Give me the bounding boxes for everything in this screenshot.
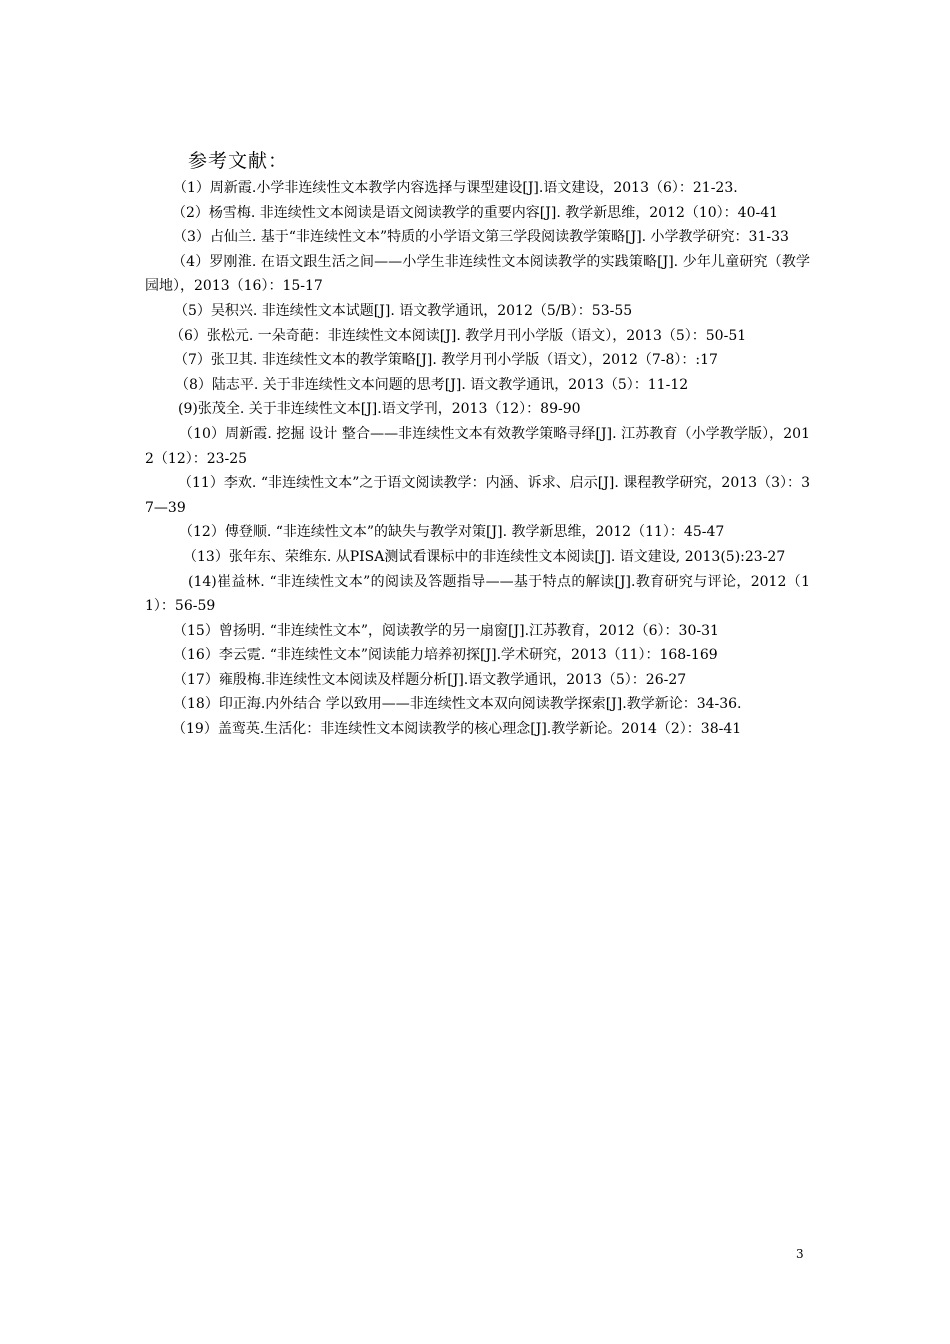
reference-item-12: （12）傅登顺. “非连续性文本”的缺失与教学对策[J]. 教学新思维，2012（11）：45-47 (179, 524, 725, 541)
reference-item-2: （2）杨雪梅. 非连续性文本阅读是语文阅读教学的重要内容[J]. 教学新思维，2012（10）：40-41 (172, 204, 779, 221)
reference-item-5: （5）吴积兴. 非连续性文本试题[J]. 语文教学通讯，2012（5/B）：53-55 (174, 302, 633, 319)
reference-item-11: （11）李欢. “非连续性文本”之于语文阅读教学：内涵、诉求、启示[J]. 课程教学研究，2013（3）：37—39 (145, 475, 810, 516)
reference-item-7: （7）张卫其. 非连续性文本的教学策略[J]. 教学月刊小学版（语文），2012（7-8）：:17 (174, 352, 718, 369)
reference-item-15: （15）曾扬明. “非连续性文本”，阅读教学的另一扇窗[J].江苏教育，2012（6）：30-31 (173, 622, 719, 639)
reference-item-16: （16）李云霓. “非连续性文本”阅读能力培养初探[J].学术研究，2013（11）：168-169 (173, 647, 718, 664)
reference-item-8: （8）陆志平. 关于非连续性文本问题的思考[J]. 语文教学通讯，2013（5）：11-12 (175, 376, 689, 393)
reference-item-14: (14)崔益林. “非连续性文本”的阅读及答题指导——基于特点的解读[J].教育研究与评论，2012（11）：56-59 (145, 573, 810, 615)
reference-item-9: (9)张茂全. 关于非连续性文本[J].语文学刊，2013（12）：89-90 (178, 401, 581, 418)
reference-item-13: （13）张年东、荣维东. 从PISA测试看课标中的非连续性文本阅读[J]. 语文建设, 2013(5):23-27 (183, 548, 786, 565)
page-number: 3 (796, 1247, 804, 1261)
reference-item-1: （1）周新霞.小学非连续性文本教学内容选择与课型建设[J].语文建设，2013（6）：21-23. (173, 180, 738, 196)
references-heading: 参考文献： (188, 150, 289, 172)
reference-item-18: （18）印正海.内外结合 学以致用——非连续性文本双向阅读教学探索[J].教学新论：34-36. (173, 696, 742, 713)
reference-item-6: （6）张松元. 一朵奇葩：非连续性文本阅读[J]. 教学月刊小学版（语文），2013（5）：50-51 (170, 327, 747, 344)
reference-item-3: （3）占仙兰. 基于“非连续性文本”特质的小学语文第三学段阅读教学策略[J]. 小学教学研究：31-33 (173, 229, 789, 246)
reference-item-19: （19）盖鸾英.生活化：非连续性文本阅读教学的核心理念[J].教学新论。2014（2）：38-41 (172, 721, 742, 738)
reference-item-17: （17）雍殷梅.非连续性文本阅读及样题分析[J].语文教学通讯，2013（5）：26-27 (173, 671, 687, 688)
reference-item-4: （4）罗刚淮. 在语文跟生活之间——小学生非连续性文本阅读教学的实践策略[J]. 少年儿童研究（教学园地），2013（16）：15-17 (145, 253, 810, 295)
reference-list (145, 176, 810, 742)
reference-item-10: （10）周新霞. 挖掘 设计 整合——非连续性文本有效教学策略寻绎[J]. 江苏教育（小学教学版），2012（12）：23-25 (145, 425, 810, 467)
